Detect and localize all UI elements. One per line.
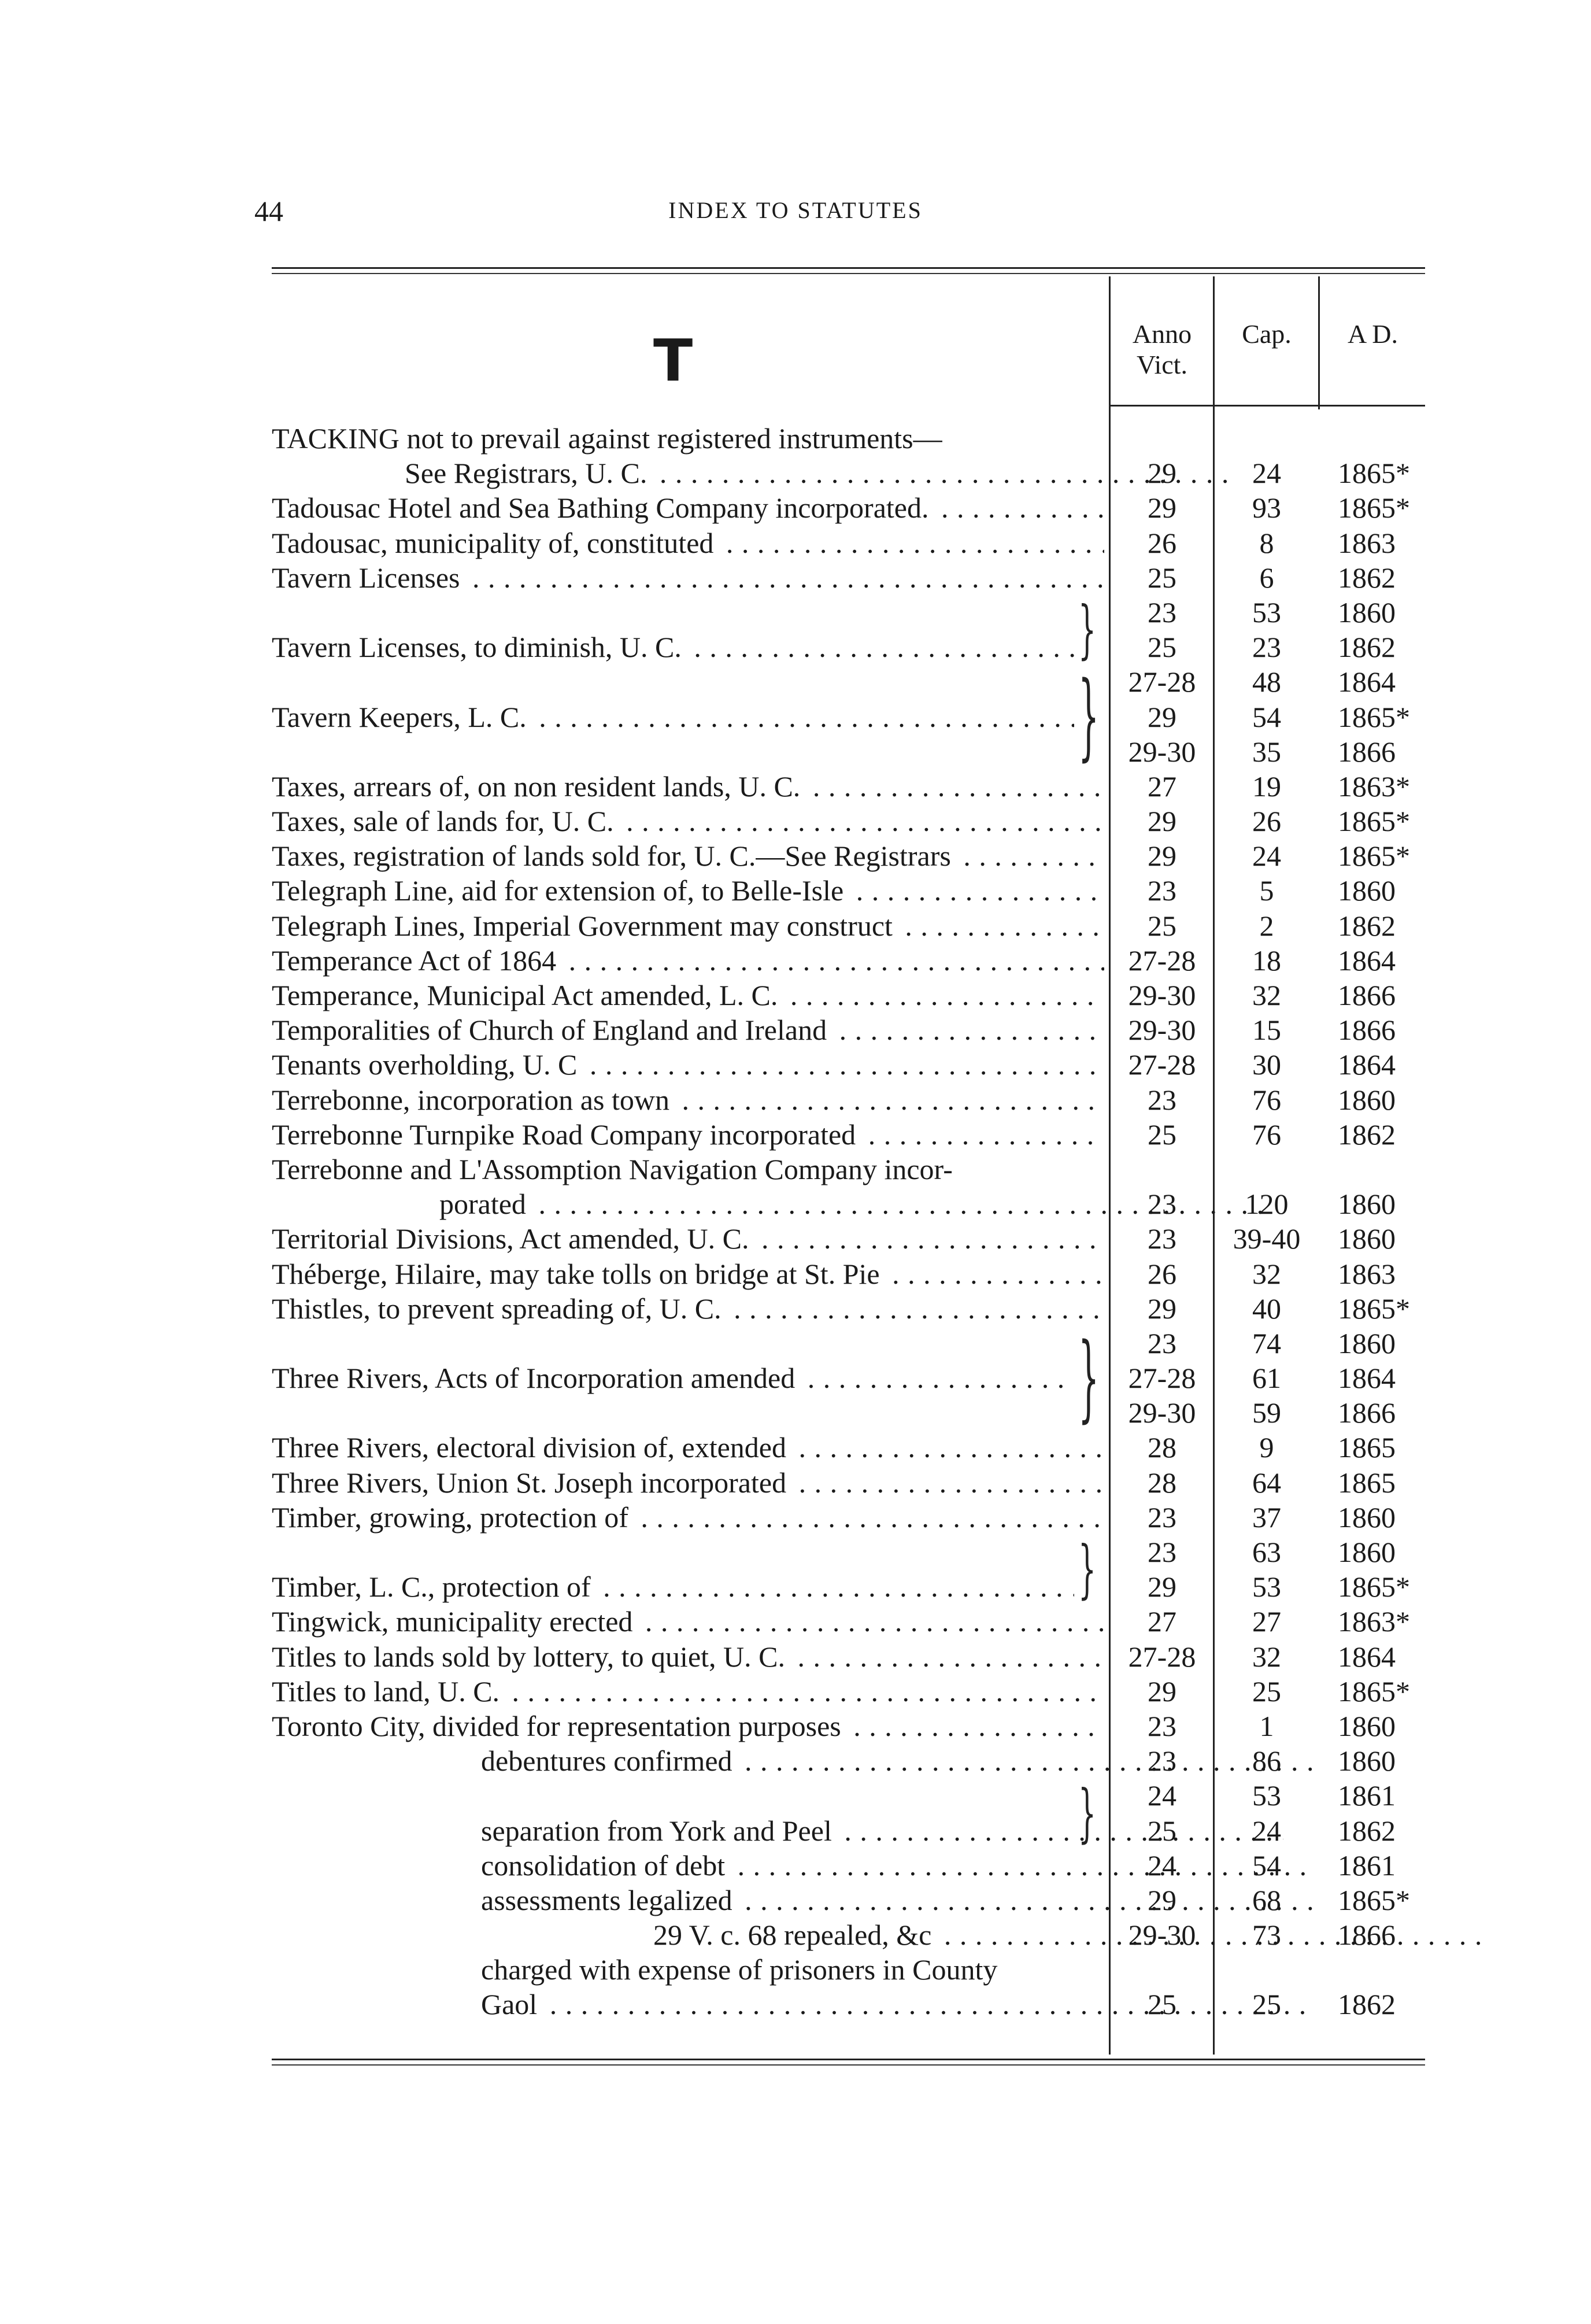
index-row [272, 1395, 1425, 1430]
ad-value: 1860 [1338, 1327, 1396, 1359]
entry-text: Toronto City, divided for representation purposes [272, 1710, 846, 1742]
entry-text: Titles to land, U. C. [272, 1675, 504, 1708]
index-row [272, 978, 1425, 1013]
ad-value: 1860 [1338, 1188, 1396, 1221]
ad-value: 1860 [1338, 1709, 1396, 1742]
ad-value: 1866 [1338, 1919, 1396, 1952]
anno-value: 29 [1148, 1883, 1176, 1916]
cap-value: 73 [1252, 1919, 1281, 1952]
anno-value: 24 [1148, 1779, 1176, 1812]
ad-value: 1866 [1338, 735, 1396, 768]
cap-value: 53 [1252, 596, 1281, 629]
anno-value: 29 [1148, 1571, 1176, 1603]
entry-text: consolidation of debt [481, 1849, 730, 1882]
ad-value: 1860 [1338, 1536, 1396, 1568]
cap-value: 24 [1252, 1814, 1281, 1847]
ad-value: 1863 [1338, 526, 1396, 559]
index-row [272, 1569, 1425, 1604]
index-row [272, 873, 1425, 908]
anno-value: 29-30 [1128, 979, 1196, 1011]
cap-value: 54 [1252, 700, 1281, 733]
anno-value: 27-28 [1128, 1362, 1196, 1395]
bottom-rule [272, 2059, 1425, 2060]
anno-value: 23 [1148, 1083, 1176, 1116]
ad-value: 1864 [1338, 666, 1396, 699]
entry-text: Three Rivers, electoral division of, extended [272, 1431, 791, 1464]
entry-text: Tadousac Hotel and Sea Bathing Company incorporated. [272, 492, 933, 524]
grouping-brace: } [1078, 662, 1100, 771]
anno-value: 23 [1148, 1536, 1176, 1568]
anno-value: 29-30 [1128, 735, 1196, 768]
index-row [272, 1047, 1425, 1082]
anno-value: 29 [1148, 492, 1176, 524]
entry-text: Territorial Divisions, Act amended, U. C. [272, 1222, 754, 1255]
grouping-brace: } [1078, 1323, 1100, 1433]
cap-value: 9 [1259, 1431, 1274, 1464]
ad-value: 1865* [1338, 1571, 1410, 1603]
ad-value: 1861 [1338, 1779, 1396, 1812]
ad-value: 1860 [1338, 874, 1396, 907]
anno-value: 27-28 [1128, 944, 1196, 977]
anno-value: 23 [1148, 874, 1176, 907]
entry-text: TACKING not to prevail against registered instruments— [272, 422, 947, 455]
anno-value: 29 [1148, 700, 1176, 733]
cap-value: 48 [1252, 666, 1281, 699]
cap-value: 26 [1252, 805, 1281, 838]
index-row [272, 1987, 1425, 2022]
index-row [272, 1604, 1425, 1639]
cap-value: 61 [1252, 1362, 1281, 1395]
index-row [272, 1917, 1425, 1952]
ad-value: 1865 [1338, 1431, 1396, 1464]
ad-value: 1865 [1338, 1466, 1396, 1499]
index-row [272, 1013, 1425, 1047]
index-row [272, 1500, 1425, 1535]
anno-value: 29 [1148, 805, 1176, 838]
ad-value: 1865* [1338, 840, 1410, 873]
grouping-brace: } [1078, 1532, 1097, 1606]
cap-value: 74 [1252, 1327, 1281, 1359]
anno-value: 29-30 [1128, 1396, 1196, 1429]
index-row [272, 1430, 1425, 1465]
ad-value: 1865* [1338, 1883, 1410, 1916]
ad-value: 1863* [1338, 1605, 1410, 1638]
entry-text: Théberge, Hilaire, may take tolls on bridge at St. Pie [272, 1258, 885, 1290]
index-entries [272, 421, 1425, 2022]
entry-text: porated [439, 1188, 531, 1220]
cap-value: 53 [1252, 1779, 1281, 1812]
ad-value: 1862 [1338, 909, 1396, 942]
anno-value: 27-28 [1128, 666, 1196, 699]
entry-text: Taxes, registration of lands sold for, U. C.—See Registrars [272, 840, 956, 872]
ad-value: 1865* [1338, 1292, 1410, 1325]
index-row [272, 1152, 1425, 1187]
anno-value: 29 [1148, 840, 1176, 873]
top-rule [272, 267, 1425, 269]
ad-value: 1862 [1338, 1814, 1396, 1847]
cap-value: 68 [1252, 1883, 1281, 1916]
cap-value: 93 [1252, 492, 1281, 524]
cap-value: 35 [1252, 735, 1281, 768]
index-row [272, 838, 1425, 873]
index-row [272, 1082, 1425, 1117]
entry-text: Titles to lands sold by lottery, to quiet, U. C. [272, 1641, 790, 1673]
ad-value: 1864 [1338, 944, 1396, 977]
cap-value: 76 [1252, 1083, 1281, 1116]
entry-text: separation from York and Peel [481, 1815, 837, 1847]
cap-value: 40 [1252, 1292, 1281, 1325]
anno-value: 26 [1148, 1257, 1176, 1290]
anno-value: 29 [1148, 1292, 1176, 1325]
entry-text: Three Rivers, Union St. Joseph incorporated [272, 1466, 791, 1499]
anno-value: 23 [1148, 1501, 1176, 1534]
entry-text [272, 1396, 276, 1429]
entry-text: Timber, growing, protection of [272, 1501, 633, 1534]
entry-text: Three Rivers, Acts of Incorporation amended [272, 1362, 800, 1394]
cap-value: 23 [1252, 631, 1281, 664]
anno-value: 23 [1148, 1222, 1176, 1255]
index-row [272, 526, 1425, 560]
anno-value: 25 [1148, 561, 1176, 594]
page-number: 44 [254, 195, 283, 227]
section-letter: T [653, 327, 693, 394]
anno-value: 23 [1148, 1327, 1176, 1359]
ad-value: 1861 [1338, 1849, 1396, 1882]
entry-text: Tenants overholding, U. C [272, 1048, 582, 1081]
cap-value: 6 [1259, 561, 1274, 594]
index-row [272, 1361, 1425, 1395]
index-row [272, 769, 1425, 804]
cap-value: 27 [1252, 1605, 1281, 1638]
column-header-anno: Anno Vict. [1132, 319, 1192, 379]
ad-value: 1860 [1338, 596, 1396, 629]
index-row [272, 1117, 1425, 1152]
entry-text: Tavern Licenses, to diminish, U. C. [272, 631, 686, 663]
ad-value: 1862 [1338, 1118, 1396, 1151]
anno-value: 29-30 [1128, 1014, 1196, 1047]
ad-value: 1865* [1338, 805, 1410, 838]
cap-value: 37 [1252, 1501, 1281, 1534]
entry-text: Telegraph Lines, Imperial Government may construct [272, 910, 897, 942]
entry-text: Telegraph Line, aid for extension of, to Belle-Isle [272, 874, 848, 907]
anno-value: 28 [1148, 1431, 1176, 1464]
ad-value: 1866 [1338, 979, 1396, 1011]
anno-value: 23 [1148, 596, 1176, 629]
index-row [272, 1257, 1425, 1291]
grouping-brace: } [1078, 1776, 1097, 1850]
ad-value: 1866 [1338, 1396, 1396, 1429]
ad-value: 1864 [1338, 1048, 1396, 1081]
grouping-brace: } [1078, 593, 1097, 666]
cap-value: 76 [1252, 1118, 1281, 1151]
anno-value: 27 [1148, 1605, 1176, 1638]
entry-text: Temporalities of Church of England and Ireland [272, 1014, 831, 1046]
index-row [272, 1813, 1425, 1848]
entry-text: Temperance, Municipal Act amended, L. C. [272, 979, 782, 1011]
cap-value: 15 [1252, 1014, 1281, 1047]
cap-value: 8 [1259, 526, 1274, 559]
ad-value: 1865* [1338, 457, 1410, 490]
entry-text: Temperance Act of 1864 [272, 944, 561, 977]
ad-value: 1862 [1338, 1988, 1396, 2021]
index-row [272, 1883, 1425, 1917]
index-row [272, 595, 1425, 630]
cap-value: 53 [1252, 1571, 1281, 1603]
entry-text: charged with expense of prisoners in County [481, 1953, 1002, 1986]
cap-value: 86 [1252, 1745, 1281, 1778]
entry-text: assessments legalized [481, 1884, 737, 1916]
entry-text [272, 1327, 276, 1359]
cap-value: 32 [1252, 1257, 1281, 1290]
column-header-cap: Cap. [1242, 319, 1292, 349]
index-row [272, 700, 1425, 734]
entry-text [272, 596, 276, 629]
anno-value: 23 [1148, 1188, 1176, 1221]
anno-value: 29 [1148, 457, 1176, 490]
bottom-rule-secondary [272, 2064, 1425, 2066]
entry-text: Terrebonne and L'Assomption Navigation Company incor- [272, 1153, 957, 1185]
index-row [272, 1674, 1425, 1709]
entry-text [272, 666, 276, 698]
cap-value: 54 [1252, 1849, 1281, 1882]
index-row [272, 804, 1425, 838]
entry-text: Tingwick, municipality erected [272, 1605, 637, 1638]
cap-value: 120 [1245, 1188, 1289, 1221]
ad-value: 1865* [1338, 700, 1410, 733]
anno-value: 25 [1148, 909, 1176, 942]
anno-value: 27 [1148, 770, 1176, 803]
entry-text: Taxes, sale of lands for, U. C. [272, 805, 619, 837]
ad-value: 1860 [1338, 1222, 1396, 1255]
ad-value: 1862 [1338, 561, 1396, 594]
entry-text: 29 V. c. 68 repealed, &c [653, 1919, 936, 1951]
column-divider-ad [1318, 276, 1320, 409]
index-row [272, 1952, 1425, 1987]
anno-value: 24 [1148, 1849, 1176, 1882]
anno-value: 27-28 [1128, 1048, 1196, 1081]
anno-value: 25 [1148, 1118, 1176, 1151]
top-rule-secondary [272, 273, 1425, 274]
ad-value: 1865* [1338, 492, 1410, 524]
anno-value: 25 [1148, 1988, 1176, 2021]
entry-text: Terrebonne, incorporation as town [272, 1084, 674, 1116]
cap-value: 25 [1252, 1675, 1281, 1708]
header-underline [1109, 405, 1425, 407]
cap-value: 32 [1252, 979, 1281, 1011]
index-row [272, 1709, 1425, 1743]
running-head: INDEX TO STATUTES [668, 197, 923, 223]
index-row [272, 943, 1425, 978]
cap-value: 2 [1259, 909, 1274, 942]
index-row [272, 630, 1425, 664]
ad-value: 1860 [1338, 1745, 1396, 1778]
cap-value: 25 [1252, 1988, 1281, 2021]
index-row [272, 1778, 1425, 1813]
entry-text: debentures confirmed [481, 1745, 737, 1777]
entry-text [272, 736, 276, 768]
cap-value: 39-40 [1233, 1222, 1301, 1255]
index-row [272, 1743, 1425, 1778]
anno-value: 29 [1148, 1675, 1176, 1708]
cap-value: 32 [1252, 1640, 1281, 1673]
cap-value: 64 [1252, 1466, 1281, 1499]
index-row [272, 908, 1425, 943]
entry-text [272, 1779, 276, 1812]
index-row [272, 1326, 1425, 1361]
cap-value: 63 [1252, 1536, 1281, 1568]
index-row [272, 1221, 1425, 1256]
anno-value: 23 [1148, 1709, 1176, 1742]
anno-value: 27-28 [1128, 1640, 1196, 1673]
entry-text: Tavern Licenses [272, 561, 465, 594]
entry-text: Terrebonne Turnpike Road Company incorporated [272, 1118, 860, 1151]
entry-text: Gaol [481, 1988, 542, 2020]
cap-value: 18 [1252, 944, 1281, 977]
entry-text: Tadousac, municipality of, constituted [272, 527, 718, 559]
index-row [272, 1848, 1425, 1883]
index-row [272, 1639, 1425, 1674]
index-row [272, 734, 1425, 769]
index-row [272, 1465, 1425, 1500]
entry-text: Timber, L. C., protection of [272, 1571, 595, 1603]
entry-text: See Registrars, U. C. [405, 457, 652, 489]
index-row [272, 456, 1425, 490]
anno-value: 28 [1148, 1466, 1176, 1499]
ad-value: 1864 [1338, 1362, 1396, 1395]
column-header-ad: A D. [1348, 319, 1398, 349]
anno-value: 25 [1148, 1814, 1176, 1847]
anno-value: 29-30 [1128, 1919, 1196, 1952]
index-row [272, 490, 1425, 525]
ad-value: 1863 [1338, 1257, 1396, 1290]
ad-value: 1866 [1338, 1014, 1396, 1047]
index-row [272, 560, 1425, 595]
index-row [272, 1187, 1425, 1221]
ad-value: 1862 [1338, 631, 1396, 664]
cap-value: 24 [1252, 840, 1281, 873]
index-row [272, 664, 1425, 699]
cap-value: 1 [1259, 1709, 1274, 1742]
ad-value: 1864 [1338, 1640, 1396, 1673]
cap-value: 24 [1252, 457, 1281, 490]
ad-value: 1865* [1338, 1675, 1410, 1708]
entry-text: Tavern Keepers, L. C. [272, 701, 531, 733]
ad-value: 1863* [1338, 770, 1410, 803]
cap-value: 30 [1252, 1048, 1281, 1081]
anno-value: 25 [1148, 631, 1176, 664]
index-row [272, 1291, 1425, 1326]
entry-text [272, 1536, 276, 1568]
cap-value: 59 [1252, 1396, 1281, 1429]
entry-text: Thistles, to prevent spreading of, U. C. [272, 1292, 726, 1325]
anno-value: 26 [1148, 526, 1176, 559]
cap-value: 5 [1259, 874, 1274, 907]
cap-value: 19 [1252, 770, 1281, 803]
anno-value: 23 [1148, 1745, 1176, 1778]
ad-value: 1860 [1338, 1501, 1396, 1534]
index-row [272, 1535, 1425, 1569]
entry-text: Taxes, arrears of, on non resident lands, U. C. [272, 770, 805, 803]
index-row [272, 421, 1425, 456]
ad-value: 1860 [1338, 1083, 1396, 1116]
